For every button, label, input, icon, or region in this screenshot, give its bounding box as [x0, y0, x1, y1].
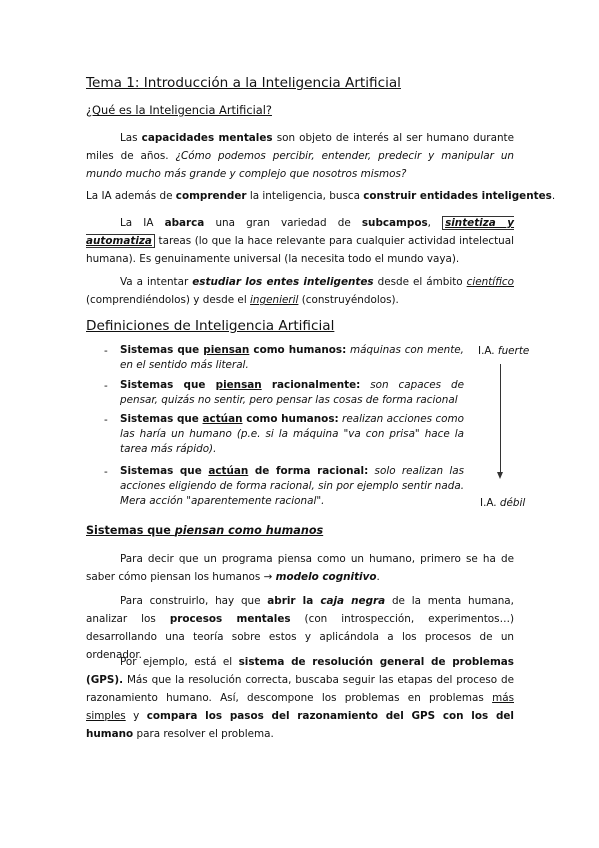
paragraph-gps: Por ejemplo, está el sistema de resolución general de problemas (GPS). Más que la resolución correcta, buscaba seguir las etapas del proceso de razonamiento humano. Así, descompone los problemas en problemas más simples y compara los pasos del razonamiento del GPS con los del humano para resolver el problema. — [86, 656, 514, 740]
definition-item: Sistemas que actúan de forma racional: solo realizan las acciones eligiendo de forma racional, sin por ejemplo sentir nada. Mera acción "aparentemente racional". — [120, 465, 464, 507]
bullet-marker: - — [104, 466, 108, 478]
definition-item: Sistemas que piensan racionalmente: son capaces de pensar, quizás no sentir, pero pensar las cosas de forma racional — [120, 379, 464, 406]
bullet-marker: - — [104, 380, 108, 392]
paragraph-ia-abarca: La IA abarca una gran variedad de subcampos, sintetiza y automatiza tareas (lo que la hace relevante para cualquier actividad intelectual humana). Es genuinamente universal (la necesita todo el mundo vaya). — [86, 217, 515, 265]
question-heading: ¿Qué es la Inteligencia Artificial? — [86, 103, 272, 117]
strength-arrow-line — [500, 364, 501, 474]
ia-fuerte-label: I.A. fuerte — [478, 345, 530, 357]
definitions-heading: Definiciones de Inteligencia Artificial — [86, 318, 335, 334]
bullet-marker: - — [104, 345, 108, 357]
definition-item: Sistemas que piensan como humanos: máquinas con mente, en el sentido más literal. — [120, 344, 464, 371]
subsection-heading: Sistemas que piensan como humanos — [86, 524, 324, 537]
paragraph-modelo-cognitivo: Para decir que un programa piensa como un humano, primero se ha de saber cómo piensan los humanos → modelo cognitivo. — [86, 553, 514, 583]
paragraph-caja-negra: Para construirlo, hay que abrir la caja negra de la menta humana, analizar los procesos mentales (con introspección, experimentos…) desarrollando una teoría sobre estos y aplicándola a los procesos de un ordenador. — [86, 595, 515, 661]
bullet-marker: - — [104, 414, 108, 426]
arrow-down-icon — [497, 472, 503, 479]
definition-item: Sistemas que actúan como humanos: realizan acciones como las haría un humano (p.e. si la máquina "va con prisa" hace la tarea más rápido). — [120, 413, 464, 455]
paragraph-va-intentar: Va a intentar estudiar los entes inteligentes desde el ámbito científico (comprendiéndolos) y desde el ingenieril (construyéndolos). — [86, 276, 514, 306]
paragraph-capacidades: Las capacidades mentales son objeto de interés al ser humano durante miles de años. ¿Cómo podemos percibir, entender, predecir y manipular un mundo mucho más grande y complejo que nosotros mismos? — [86, 132, 514, 180]
document-title: Tema 1: Introducción a la Inteligencia Artificial — [86, 75, 401, 91]
ia-debil-label: I.A. débil — [480, 497, 526, 509]
highlight-box: sintetiza y automatiza — [86, 217, 515, 247]
paragraph-ia-ademas: La IA además de comprender la inteligencia, busca construir entidades inteligentes. — [86, 190, 556, 202]
